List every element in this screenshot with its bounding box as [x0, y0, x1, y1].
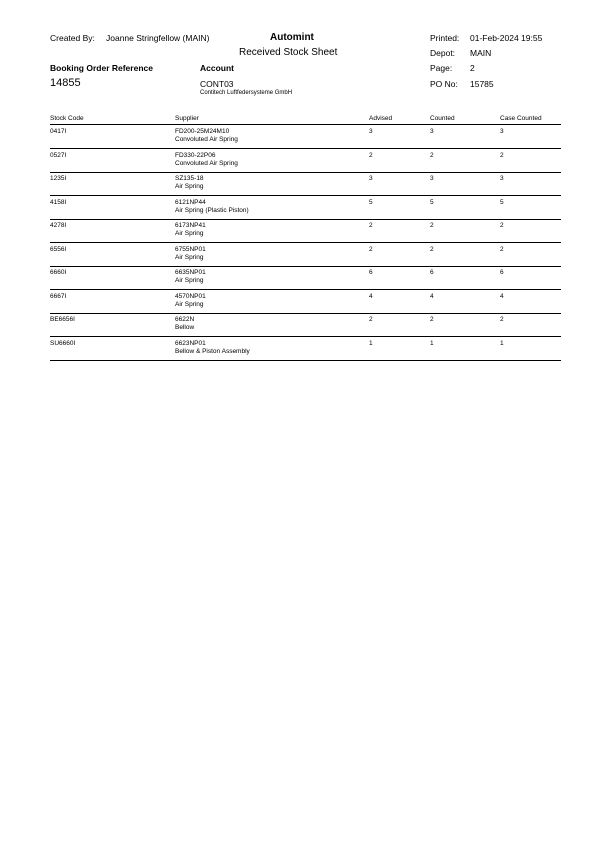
- col-header-case-counted: Case Counted: [500, 115, 542, 122]
- counted-cell: 2: [430, 245, 434, 253]
- supplier-code-cell: FD330-22P06: [175, 151, 216, 159]
- case-counted-cell: 3: [500, 175, 504, 182]
- row-divider: [50, 336, 561, 337]
- row-divider: [50, 242, 561, 243]
- supplier-code-cell: 6622N: [175, 316, 195, 323]
- supplier-desc-cell: Air Spring: [175, 277, 204, 284]
- supplier-code-cell: 6623NP01: [175, 339, 206, 347]
- row-divider: [50, 172, 561, 173]
- stock-code-cell: 0417I: [50, 128, 67, 135]
- case-counted-cell: 3: [500, 128, 504, 135]
- booking-ref-label: Booking Order Reference: [50, 63, 153, 73]
- case-counted-cell: 2: [500, 245, 504, 253]
- depot-value: MAIN: [470, 48, 492, 58]
- stock-code-cell: 6667I: [50, 292, 67, 300]
- page-label: Page:: [430, 63, 453, 73]
- supplier-code-cell: 6173NP41: [175, 222, 206, 229]
- stock-code-cell: 0527I: [50, 151, 67, 159]
- supplier-desc-cell: Air Spring (Plastic Piston): [175, 206, 249, 214]
- col-header-advised: Advised: [369, 115, 393, 122]
- col-header-stock-code: Stock Code: [50, 115, 84, 122]
- advised-cell: 2: [369, 245, 373, 253]
- stock-code-cell: 1235I: [50, 175, 67, 182]
- case-counted-cell: 4: [500, 292, 504, 300]
- supplier-desc-cell: Air Spring: [175, 300, 204, 308]
- advised-cell: 4: [369, 292, 373, 300]
- case-counted-cell: 2: [500, 316, 504, 323]
- supplier-desc-cell: Air Spring: [175, 253, 204, 261]
- account-name: Contitech Luftfedersysteme GmbH: [200, 90, 293, 96]
- counted-cell: 2: [430, 151, 434, 159]
- supplier-code-cell: FD200-25M24M10: [175, 128, 230, 135]
- header-divider: [50, 124, 561, 125]
- case-counted-cell: 2: [500, 222, 504, 229]
- advised-cell: 1: [369, 339, 373, 347]
- counted-cell: 6: [430, 269, 434, 276]
- row-divider: [50, 195, 561, 196]
- depot-label: Depot:: [430, 48, 456, 58]
- col-header-counted: Counted: [430, 115, 455, 122]
- supplier-code-cell: 4570NP01: [175, 292, 206, 300]
- row-divider: [50, 360, 561, 361]
- advised-cell: 2: [369, 316, 373, 323]
- case-counted-cell: 1: [500, 339, 504, 347]
- company-name: Automint: [270, 32, 314, 43]
- supplier-desc-cell: Convoluted Air Spring: [175, 136, 238, 143]
- created-by-label: Created By:: [50, 33, 95, 43]
- supplier-desc-cell: Bellow: [175, 324, 195, 331]
- booking-ref-value: 14855: [50, 77, 81, 89]
- stock-code-cell: BE6656I: [50, 316, 75, 323]
- advised-cell: 3: [369, 128, 373, 135]
- counted-cell: 3: [430, 175, 434, 182]
- supplier-desc-cell: Convoluted Air Spring: [175, 159, 238, 167]
- advised-cell: 6: [369, 269, 373, 276]
- advised-cell: 5: [369, 198, 373, 206]
- printed-value: 01-Feb-2024 19:55: [470, 33, 543, 43]
- case-counted-cell: 2: [500, 151, 504, 159]
- counted-cell: 2: [430, 222, 434, 229]
- supplier-code-cell: 6755NP01: [175, 245, 206, 253]
- row-divider: [50, 313, 561, 314]
- sheet-title: Received Stock Sheet: [239, 47, 338, 58]
- printed-label: Printed:: [430, 33, 460, 43]
- advised-cell: 2: [369, 222, 373, 229]
- supplier-code-cell: 6121NP44: [175, 198, 206, 206]
- page-value: 2: [470, 63, 475, 73]
- case-counted-cell: 6: [500, 269, 504, 276]
- stock-code-cell: SU6660I: [50, 339, 76, 347]
- row-divider: [50, 219, 561, 220]
- supplier-desc-cell: Air Spring: [175, 230, 204, 237]
- supplier-code-cell: 6635NP01: [175, 269, 206, 276]
- supplier-desc-cell: Bellow & Piston Assembly: [175, 347, 250, 355]
- account-code: CONT03: [200, 79, 234, 89]
- supplier-code-cell: SZ135-18: [175, 175, 204, 182]
- col-header-supplier: Supplier: [175, 115, 199, 122]
- stock-code-cell: 6556I: [50, 245, 67, 253]
- account-label: Account: [200, 63, 234, 73]
- counted-cell: 3: [430, 128, 434, 135]
- stock-code-cell: 4158I: [50, 198, 67, 206]
- stock-code-cell: 6660I: [50, 269, 67, 276]
- counted-cell: 2: [430, 316, 434, 323]
- case-counted-cell: 5: [500, 198, 504, 206]
- advised-cell: 2: [369, 151, 373, 159]
- counted-cell: 1: [430, 339, 434, 347]
- counted-cell: 4: [430, 292, 434, 300]
- po-value: 15785: [470, 79, 494, 89]
- counted-cell: 5: [430, 198, 434, 206]
- po-label: PO No:: [430, 79, 458, 89]
- row-divider: [50, 148, 561, 149]
- row-divider: [50, 289, 561, 290]
- row-divider: [50, 266, 561, 267]
- advised-cell: 3: [369, 175, 373, 182]
- stock-code-cell: 4278I: [50, 222, 67, 229]
- supplier-desc-cell: Air Spring: [175, 183, 204, 190]
- created-by-value: Joanne Stringfellow (MAIN): [106, 33, 210, 43]
